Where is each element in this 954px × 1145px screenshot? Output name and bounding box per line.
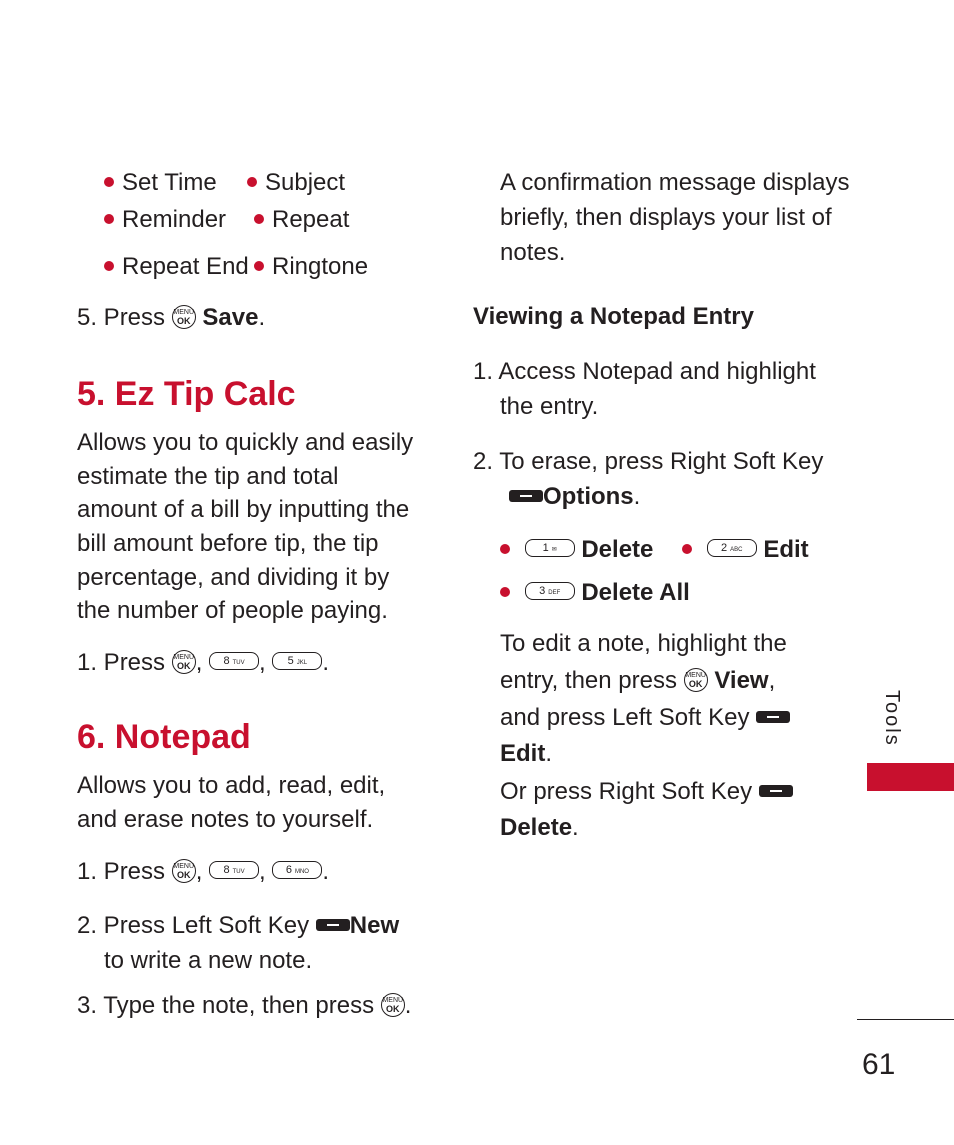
sec5-body-line: amount of a bill by inputting the xyxy=(77,496,410,523)
key-number: 8 xyxy=(223,863,230,876)
punct: , xyxy=(195,858,203,885)
right-step-2-cont xyxy=(509,480,640,514)
key-menu-label: MENU xyxy=(382,996,404,1004)
bullet-label: Set Time xyxy=(122,169,217,196)
left-soft-key-icon xyxy=(756,711,790,723)
key-letters: TUV xyxy=(232,659,245,666)
option-label: Delete xyxy=(581,536,654,563)
key-number: 2 xyxy=(720,541,728,554)
punct: , xyxy=(768,667,776,694)
key-menu-label: MENU xyxy=(173,653,195,661)
bullet-label: Repeat xyxy=(272,206,350,233)
key-2-icon xyxy=(707,539,757,557)
view-action: View xyxy=(714,667,769,694)
menu-ok-key-icon xyxy=(172,650,196,674)
bullet-ringtone xyxy=(254,250,368,284)
punct: . xyxy=(322,858,330,885)
new-action: New xyxy=(349,912,400,939)
intro-line: A confirmation message displays xyxy=(500,169,850,196)
sec6-step-3 xyxy=(77,989,411,1023)
delete-action: Delete xyxy=(500,814,573,841)
key-number: 8 xyxy=(223,654,230,667)
key-ok-label: OK xyxy=(386,1003,400,1014)
para-text: and press Left Soft Key xyxy=(500,704,750,731)
key-number: 3 xyxy=(539,584,546,597)
menu-ok-key-icon xyxy=(381,993,405,1017)
left-soft-key-icon xyxy=(316,919,350,931)
key-number: 6 xyxy=(285,863,292,876)
edit-para-line-3 xyxy=(500,701,790,735)
punct: . xyxy=(404,992,412,1019)
step-text: 5. Press xyxy=(77,304,166,331)
delete-para-line xyxy=(500,775,793,809)
menu-ok-key-icon xyxy=(172,305,196,329)
punct: , xyxy=(259,858,266,885)
step-5-save xyxy=(77,301,265,335)
option-delete-all xyxy=(500,576,690,610)
bullet-repeat xyxy=(254,203,349,237)
menu-ok-key-icon xyxy=(172,859,196,883)
key-letters: JKL xyxy=(296,659,308,666)
edit-para-line: To edit a note, highlight the xyxy=(500,630,787,657)
bullet-dot xyxy=(500,544,510,554)
key-ok-label: OK xyxy=(176,315,191,326)
bullet-reminder xyxy=(104,203,226,237)
bullet-label: Reminder xyxy=(122,206,227,233)
key-ok-label: OK xyxy=(688,678,703,689)
intro-line: briefly, then displays your list of xyxy=(500,204,832,231)
key-letters: MNO xyxy=(294,868,309,875)
step-text: 1. Press xyxy=(77,649,166,676)
right-step-1: 1. Access Notepad and highlight xyxy=(473,358,816,385)
save-action: Save xyxy=(202,304,259,331)
sec5-step-1 xyxy=(77,646,329,680)
punct: . xyxy=(633,483,641,510)
bullet-label: Ringtone xyxy=(272,253,369,280)
sec6-step-1 xyxy=(77,855,329,889)
sec5-body-line: percentage, and dividing it by xyxy=(77,564,390,591)
bullet-set-time xyxy=(104,166,217,200)
bullet-dot xyxy=(247,177,257,187)
sec6-step-2 xyxy=(77,909,399,943)
key-number: 5 xyxy=(287,654,294,667)
options-action: Options xyxy=(543,483,634,510)
option-label: Edit xyxy=(763,536,809,563)
key-menu-label: MENU xyxy=(173,308,195,316)
right-step-1-cont: the entry. xyxy=(500,393,599,420)
key-letters: TUV xyxy=(232,868,245,875)
page-number-rule xyxy=(857,1019,954,1020)
sec6-body-line: Allows you to add, read, edit, xyxy=(77,772,386,799)
bullet-subject xyxy=(247,166,345,200)
page-number: 61 xyxy=(862,1048,896,1081)
menu-ok-key-icon xyxy=(684,668,708,692)
bullet-label: Repeat End xyxy=(122,253,249,280)
right-soft-key-icon xyxy=(509,490,543,502)
punct: . xyxy=(545,740,552,767)
option-label: Delete All xyxy=(581,579,690,606)
key-3-icon xyxy=(525,582,575,600)
punct: . xyxy=(322,649,330,676)
bullet-dot xyxy=(254,214,264,224)
para-text: Or press Right Soft Key xyxy=(500,778,753,805)
key-letters: ABC xyxy=(730,546,743,553)
key-5-icon xyxy=(272,652,322,670)
step-text: 2. Press Left Soft Key xyxy=(77,912,310,939)
option-edit xyxy=(682,533,809,567)
key-menu-label: MENU xyxy=(173,862,195,870)
right-soft-key-icon xyxy=(759,785,793,797)
right-step-2: 2. To erase, press Right Soft Key xyxy=(473,448,824,475)
key-8-icon xyxy=(209,652,259,670)
bullet-label: Subject xyxy=(265,169,346,196)
section-title-ez-tip-calc: 5. Ez Tip Calc xyxy=(77,375,296,413)
bullet-dot xyxy=(682,544,692,554)
key-letters: ✉ xyxy=(551,546,557,553)
punct: . xyxy=(258,304,266,331)
sec5-body-line: Allows you to quickly and easily xyxy=(77,429,414,456)
key-menu-label: MENU xyxy=(685,671,706,679)
edit-para-line-4 xyxy=(500,737,552,771)
bullet-dot xyxy=(500,587,510,597)
subhead-viewing-notepad-entry: Viewing a Notepad Entry xyxy=(473,303,754,330)
para-text: entry, then press xyxy=(500,667,677,694)
punct: . xyxy=(572,814,579,841)
section-title-notepad: 6. Notepad xyxy=(77,718,251,756)
key-8-icon xyxy=(209,861,259,879)
delete-para-line-2 xyxy=(500,811,579,845)
key-letters: DEF xyxy=(548,589,561,596)
edit-action: Edit xyxy=(500,740,546,767)
sec6-step-2-cont: to write a new note. xyxy=(104,947,313,974)
bullet-dot xyxy=(104,214,114,224)
bullet-dot xyxy=(254,261,264,271)
bullet-dot xyxy=(104,261,114,271)
key-ok-label: OK xyxy=(176,869,191,880)
punct: , xyxy=(259,649,266,676)
intro-line: notes. xyxy=(500,239,566,266)
side-tab-marker xyxy=(867,763,954,791)
step-text: 3. Type the note, then press xyxy=(77,992,375,1019)
sec5-body-line: estimate the tip and total xyxy=(77,463,339,490)
side-tab-label: Tools xyxy=(881,690,903,747)
key-1-icon xyxy=(525,539,575,557)
sec6-body-line: and erase notes to yourself. xyxy=(77,806,374,833)
step-text: 1. Press xyxy=(77,858,166,885)
edit-para-line-2 xyxy=(500,664,775,698)
key-6-icon xyxy=(272,861,322,879)
sec5-body-line: the number of people paying. xyxy=(77,597,388,624)
option-delete xyxy=(500,533,653,567)
key-ok-label: OK xyxy=(176,660,191,671)
sec5-body-line: bill amount before tip, the tip xyxy=(77,530,379,557)
key-number: 1 xyxy=(542,541,549,554)
bullet-repeat-end xyxy=(104,250,249,284)
punct: , xyxy=(195,649,203,676)
bullet-dot xyxy=(104,177,114,187)
